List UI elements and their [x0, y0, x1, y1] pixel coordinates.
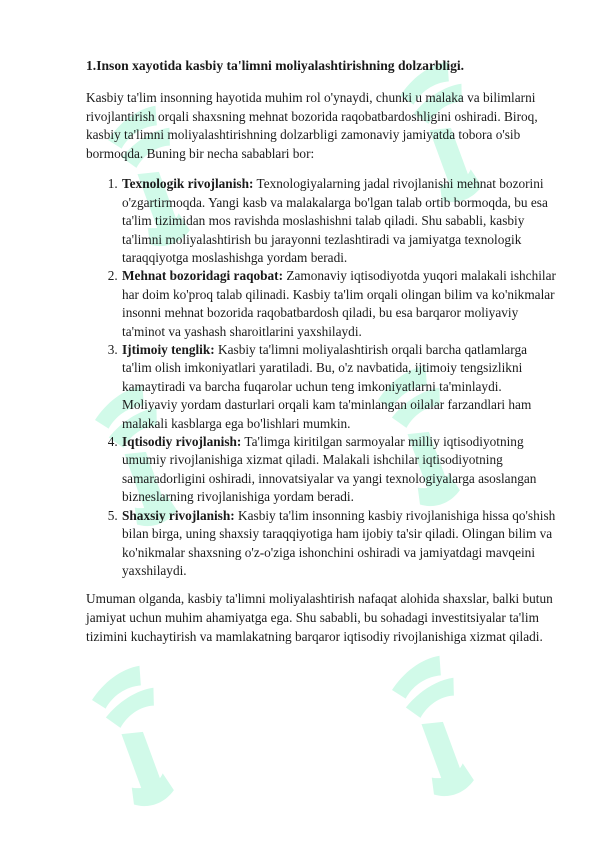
list-item-text: Kasbiy ta'limni moliyalashtirish orqali barcha qatlamlarga ta'lim olish imkoniyatlari yaratiladi. Bu, o'z navbatida, ijtimoiy tengsizlikni kamaytiradi va barcha fuqarolar uchun teng imkoniyatlarni ta'minlaydi. Moliyaviy yordam dasturlari orqali kam ta'minlangan oilalar farzandlari ham malakali kasblarga ega bo'lishlari mumkin.	[122, 342, 532, 431]
list-item-text: Zamonaviy iqtisodiyotda yuqori malakali ishchilar har doim ko'proq talab qilinadi. Kasbiy ta'lim orqali olingan bilim va ko'nikmalar insonni mehnat bozorida raqobatbardosh qiladi, bu esa barqaror moliyaviy ta'minot va yashash sharoitlarini yaxshilaydi.	[122, 268, 556, 339]
list-item	[121, 433, 556, 507]
intro-paragraph: Kasbiy ta'lim insonning hayotida muhim rol o'ynaydi, chunki u malaka va bilimlarni rivojlantirish orqali shaxsning mehnat bozorida raqobatbardoshligini oshiradi. Biroq, kasbiy ta'limni moliyalashtirishning dolzarbligi zamonaviy jamiyatda tobora o'sib bormoqda. Buning bir necha sabablari bor:	[86, 90, 538, 161]
list-item	[121, 341, 556, 433]
list-item	[121, 267, 556, 341]
list-item-title: Ijtimoiy tenglik:	[122, 342, 215, 358]
list-item-title: Mehnat bozoridagi raqobat:	[122, 268, 284, 284]
reasons-list	[86, 175, 556, 580]
document-page	[86, 57, 556, 658]
list-item-title: Iqtisodiy rivojlanish:	[122, 434, 242, 450]
list-item-title: Shaxsiy rivojlanish:	[122, 507, 235, 523]
list-item	[121, 507, 556, 581]
conclusion-paragraph: Umuman olganda, kasbiy ta'limni moliyalashtirish nafaqat alohida shaxslar, balki butun jamiyat uchun muhim ahamiyatga ega. Shu sababli, bu sohadagi investitsiyalar ta'lim tizimini kuchaytirish va mamlakatning barqaror iqtisodiy rivojlanishiga xizmat qiladi.	[86, 591, 553, 644]
list-item-text: Texnologiyalarning jadal rivojlanishi mehnat bozorini o'zgartirmoqda. Yangi kasb va malakalarga bo'lgan talab ortib bormoqda, bu esa ta'lim tizimidan mos ravishda moslashishni talab qiladi. Shu sababli, kasbiy ta'limni moliyalashtirish bu jarayonni tezlashtiradi va jamiyatga texnologik taraqqiyotga moslashishga yordam beradi.	[122, 176, 548, 265]
document-heading: 1.Inson xayotida kasbiy ta'limni moliyalashtirishning dolzarbligi.	[86, 58, 465, 73]
list-item-text: Kasbiy ta'lim insonning kasbiy rivojlanishiga hissa qo'shish bilan birga, uning shaxsiy taraqqiyotiga ham ijobiy ta'sir qiladi. Olingan bilim va ko'nikmalar shaxsning o'z-o'ziga ishonchini oshiradi va jamiyatdagi mavqeini yaxshilaydi.	[122, 507, 556, 578]
list-item-text: Ta'limga kiritilgan sarmoyalar milliy iqtisodiyotning umumiy rivojlanishiga xizmat qiladi. Malakali ishchilar iqtisodiyotning samaradorligini oshiradi, innovatsiyalar va yangi texnologiyalarga asoslangan bizneslarning rivojlanishiga yordam beradi.	[122, 434, 537, 505]
list-item-title: Texnologik rivojlanish:	[122, 176, 254, 192]
list-item	[121, 175, 556, 267]
